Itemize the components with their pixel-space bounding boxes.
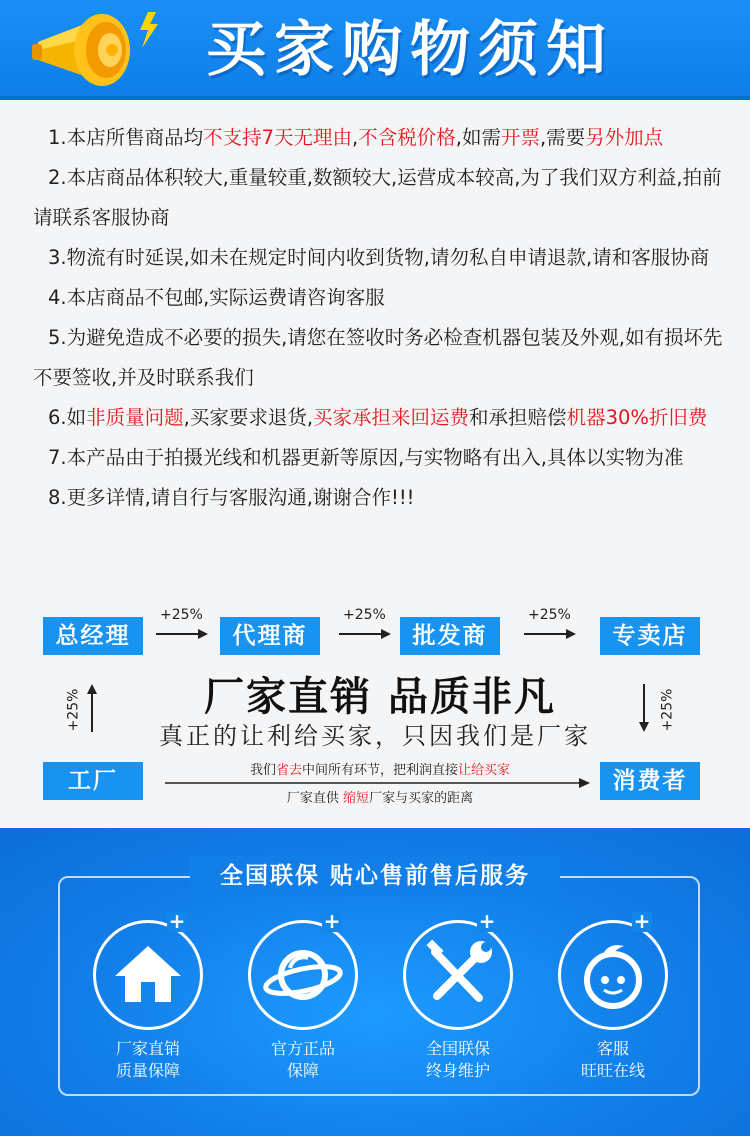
notice-text: 4.本店商品不包邮,实际运费请咨询客服: [48, 286, 385, 309]
notice-item-8: [33, 478, 723, 518]
flow-note-highlight-text: 省去: [275, 763, 302, 778]
notice-highlight-text: 不含税价格: [358, 126, 456, 149]
megaphone-icon: [30, 8, 170, 92]
notice-highlight-text: 机器30%折旧费: [566, 406, 708, 429]
notice-text: 2.本店商品体积较大,重量较重,数额较大,运营成本较高,为了我们双方利益,拍前请联系客服协商: [33, 166, 722, 229]
notice-item-2: [33, 158, 723, 238]
notice-text: 7.本产品由于拍摄光线和机器更新等原因,与实物略有出入,具体以实物为准: [48, 446, 684, 469]
notice-text: 5.为避免造成不必要的损失,请您在签收时务必检查机器包装及外观,如有损坏先不要签收,并及时联系我们: [33, 326, 723, 389]
right-arrow-icon: [524, 628, 576, 640]
right-arrow-icon: [156, 628, 208, 640]
house-icon: [103, 930, 193, 1020]
notice-item-5: [33, 318, 723, 398]
flow-note-highlight-text: 让给买家: [458, 763, 511, 778]
notice-text: 和承担赔偿: [469, 406, 567, 429]
flow-box-store: 专卖店: [600, 617, 700, 655]
page-title: 买家购物须知: [206, 15, 614, 85]
notice-text: 6.如: [48, 406, 87, 429]
plus-icon: +: [323, 909, 341, 933]
notice-text: ,需要: [539, 126, 586, 149]
flow-box-factory: 工厂: [43, 762, 143, 800]
notice-text: 8.更多详情,请自行与客服沟通,谢谢合作!!!: [48, 486, 415, 509]
flow-box-general-manager: 总经理: [43, 617, 143, 655]
flow-note-highlight-text: 缩短: [343, 791, 370, 806]
service-label-line1: 全国联保: [425, 1039, 490, 1058]
notice-highlight-text: 另外加点: [585, 126, 664, 149]
notice-item-6: [33, 398, 723, 438]
plus-icon: +: [633, 909, 651, 933]
plus-icon: +: [478, 909, 496, 933]
notice-text: ,买家要求退货,: [183, 406, 314, 429]
notice-highlight-text: 买家承担来回运费: [313, 406, 470, 429]
notice-item-3: [33, 238, 723, 278]
markup-label: +25%: [343, 607, 386, 623]
markup-label: +25%: [65, 688, 82, 732]
service-label-line1: 官方正品: [270, 1039, 335, 1058]
service-label-line2: 终身维护: [425, 1061, 490, 1080]
flow-box-consumer: 消费者: [600, 762, 700, 800]
down-arrow-icon: [638, 684, 650, 732]
planet-icon: [258, 930, 348, 1020]
service-label-line1: 厂家直销: [115, 1039, 180, 1058]
notice-text: ,如需: [455, 126, 501, 149]
tools-icon: [413, 930, 503, 1020]
markup-label: +25%: [160, 607, 203, 623]
markup-label: +25%: [528, 607, 571, 623]
notice-highlight-text: 不支持7天无理由: [203, 126, 353, 149]
factory-direct-subtitle: 真正的让利给买家，只因我们是厂家: [159, 722, 591, 750]
notice-item-7: [33, 438, 723, 478]
notice-text: 1.本店所售商品均: [48, 126, 204, 149]
chat-face-icon: [568, 930, 658, 1020]
up-arrow-icon: [86, 684, 98, 732]
header-banner: [0, 0, 750, 100]
notice-text: ,: [352, 126, 359, 149]
flow-note-text: 厂家与买家的距离: [369, 791, 474, 806]
notice-highlight-text: 开票: [500, 126, 540, 149]
notice-item-4: [33, 278, 723, 318]
service-title: 全国联保 贴心售前售后服务: [190, 856, 560, 896]
flow-note-text: 中间所有环节，把利润直接: [302, 763, 459, 778]
flow-box-wholesaler: 批发商: [400, 617, 500, 655]
notice-highlight-text: 非质量问题: [86, 406, 184, 429]
service-label-line2: 保障: [286, 1061, 319, 1080]
notice-text: 3.物流有时延误,如未在规定时间内收到货物,请勿私自申请退款,请和客服协商: [48, 246, 710, 269]
flow-note-text: 厂家直供: [286, 791, 344, 806]
factory-direct-title: 厂家直销 品质非凡: [204, 674, 556, 720]
service-label-line2: 旺旺在线: [580, 1061, 645, 1080]
right-arrow-icon: [339, 628, 391, 640]
notice-item-1: [33, 118, 723, 158]
flow-note-bottom: [150, 787, 610, 806]
service-label-line2: 质量保障: [115, 1061, 180, 1080]
purchase-notice-list: [33, 118, 723, 518]
markup-label: +25%: [659, 688, 676, 732]
plus-icon: +: [168, 909, 186, 933]
flow-note-text: 我们: [249, 763, 276, 778]
service-label-line1: 客服: [596, 1039, 629, 1058]
flow-box-agent: 代理商: [220, 617, 320, 655]
flow-note-top: [150, 759, 610, 778]
